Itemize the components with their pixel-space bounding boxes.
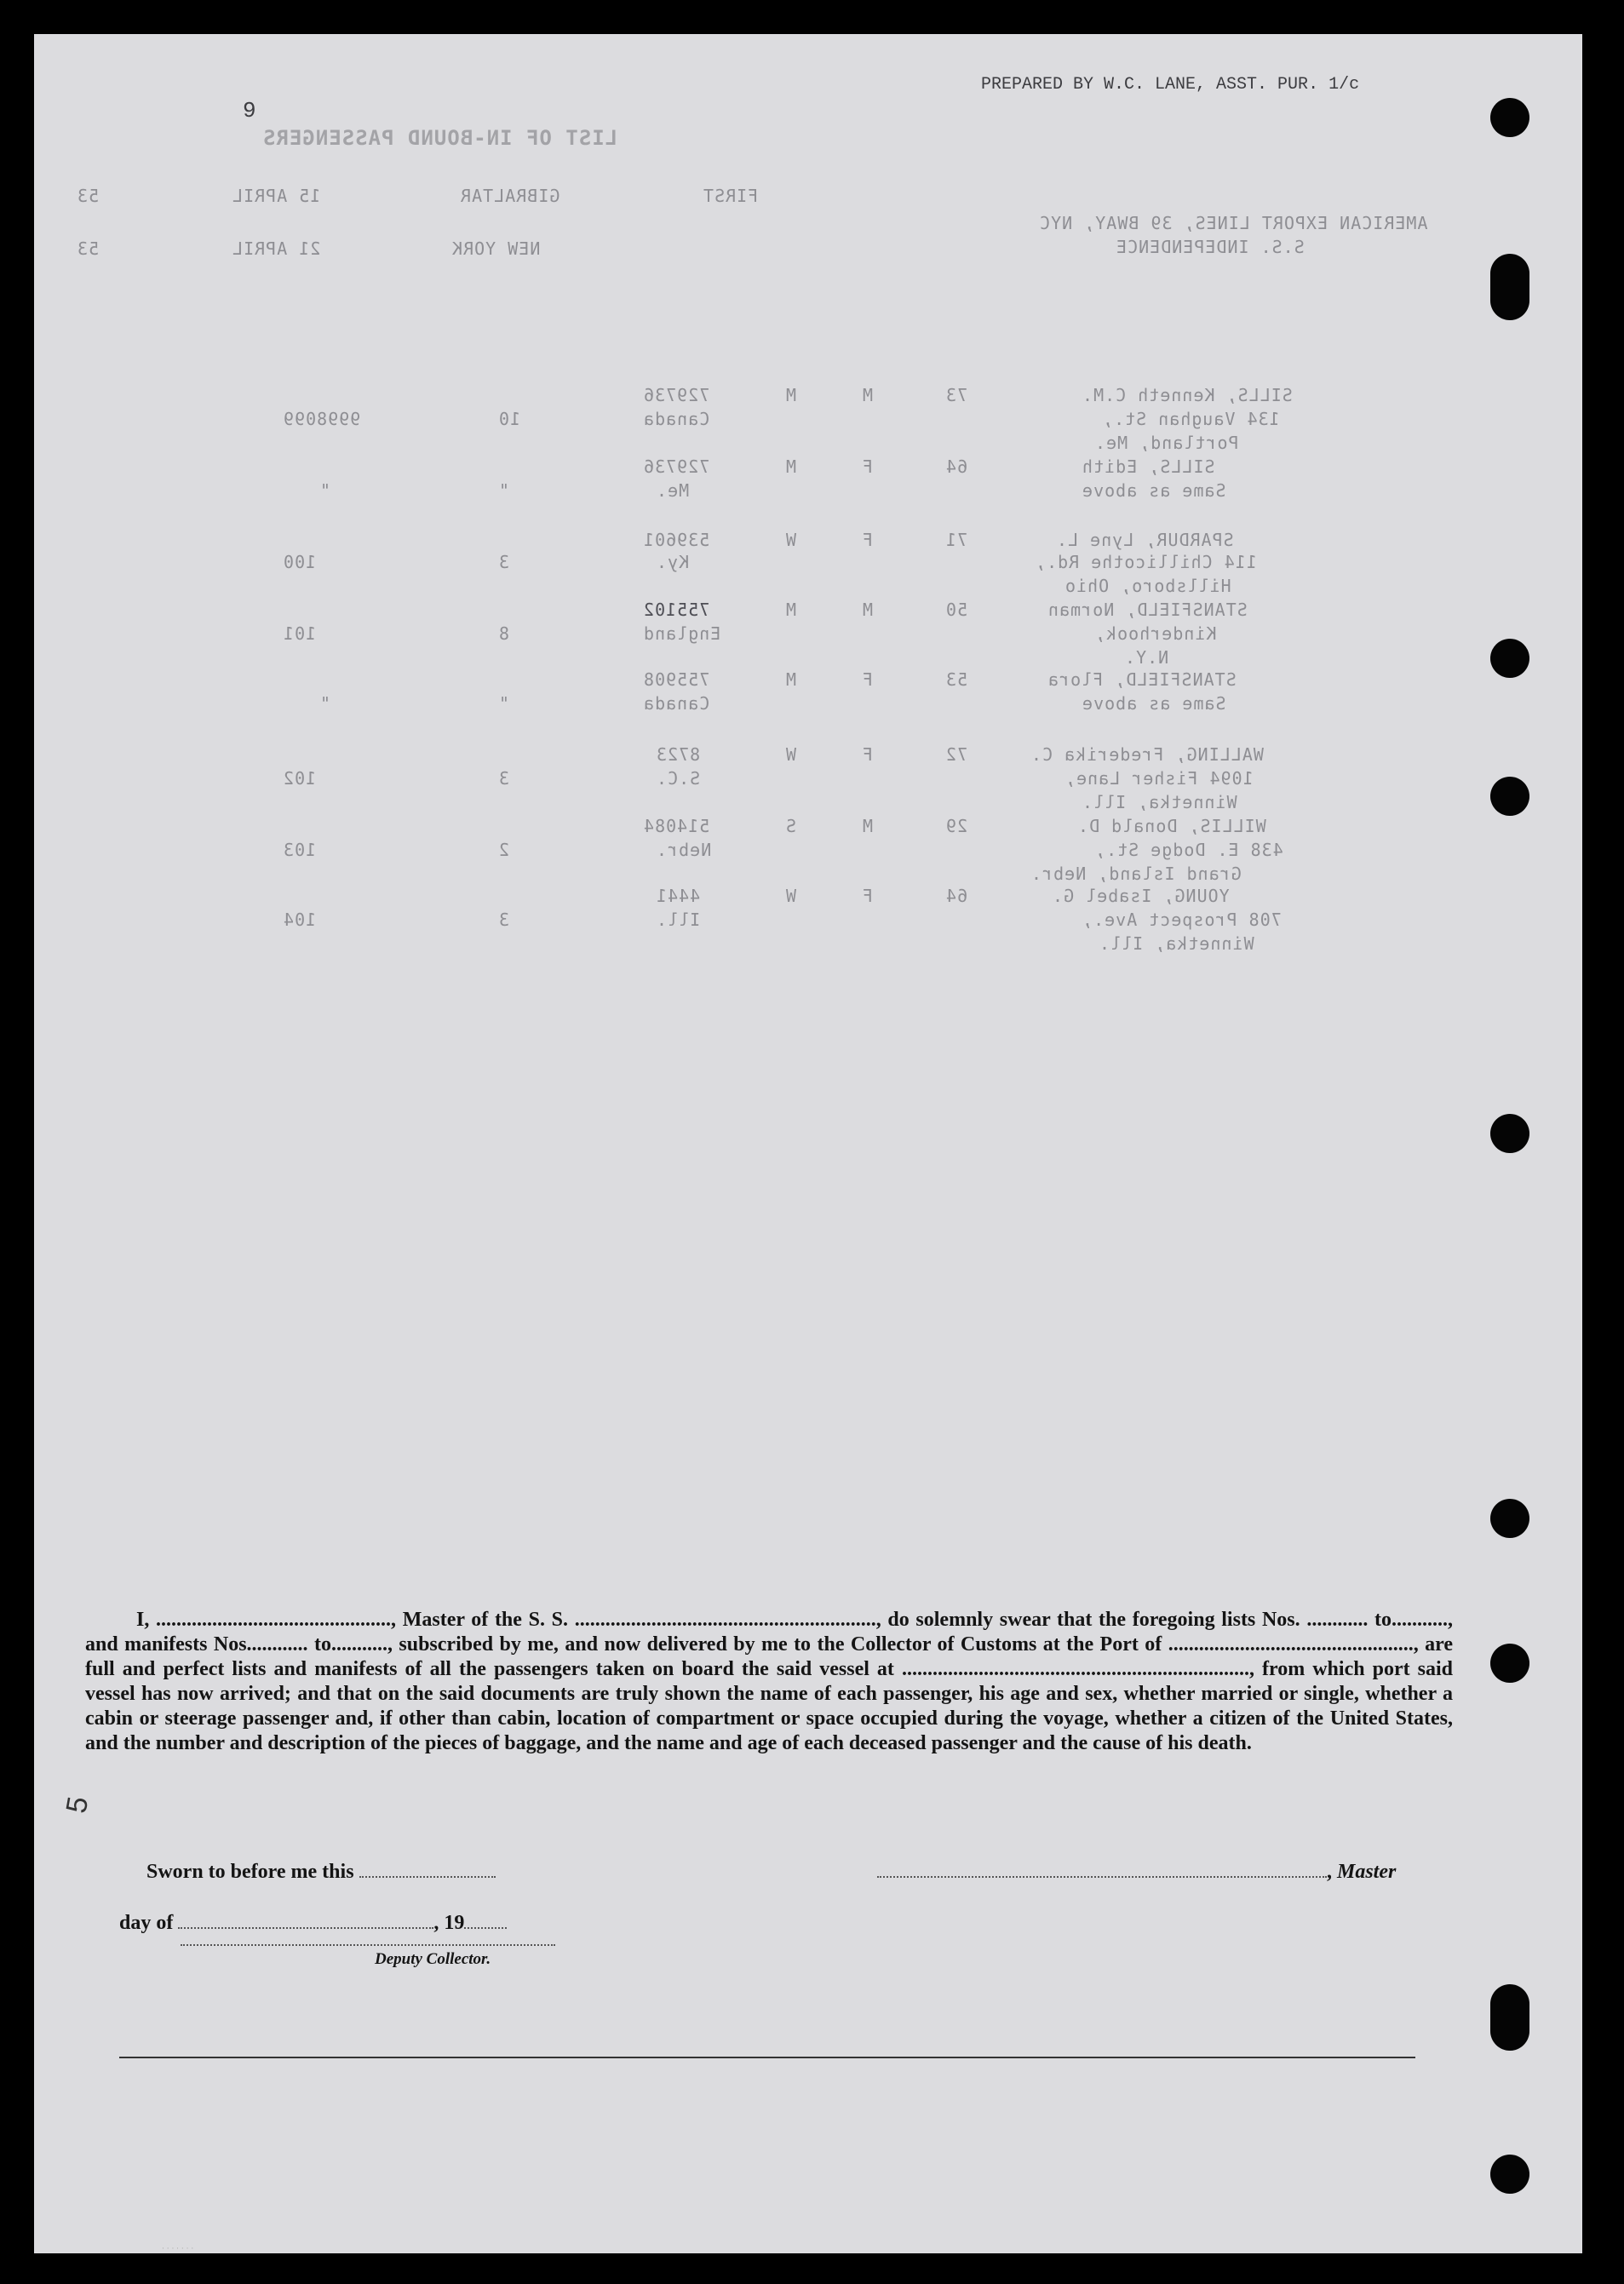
passenger-days: 3 bbox=[498, 768, 510, 789]
master-oath bbox=[85, 1608, 1453, 1756]
form-title: LIST OF IN-BOUND PASSENGERS bbox=[262, 126, 618, 150]
passenger-age: 73 bbox=[945, 385, 968, 405]
passenger-birth: Canada bbox=[643, 409, 710, 429]
manifest-sheet bbox=[34, 34, 1582, 2253]
passenger-address: 708 Prospect Ave., bbox=[1082, 910, 1282, 930]
passenger-birth: Me. bbox=[656, 480, 690, 501]
passenger-birth: England bbox=[643, 623, 721, 644]
passenger-days: " bbox=[498, 480, 510, 501]
passenger-ref: 104 bbox=[283, 910, 317, 930]
sailed-date: 15 APRIL bbox=[232, 186, 321, 206]
passenger-name: SILLS, Edith bbox=[1082, 456, 1215, 477]
passenger-days: 8 bbox=[498, 623, 510, 644]
passenger-address: Kinderhook, bbox=[1094, 623, 1217, 644]
punch-hole bbox=[1490, 2155, 1529, 2194]
year-prefix: 19 bbox=[444, 1912, 465, 1934]
punch-hole bbox=[1490, 98, 1529, 137]
passenger-address: Grand Island, Nebr. bbox=[1030, 864, 1242, 884]
passenger-citizenship: 729736 bbox=[643, 385, 710, 405]
passenger-sex: F bbox=[862, 530, 874, 550]
sailed-year: 53 bbox=[77, 186, 100, 206]
punch-hole bbox=[1490, 1499, 1529, 1538]
passenger-days: 3 bbox=[498, 910, 510, 930]
passenger-citizenship: 4441 bbox=[656, 886, 701, 906]
sworn-date-blank[interactable] bbox=[359, 1861, 496, 1878]
oath-text: I, .............................................., Master of the S. S. ..........................................................., do solemnly swear that the foregoing lists Nos. ............ to..........., and manifests Nos............ to..........., subscribed by me, and now delivered by me to the Collector of Customs at the Port of ................................................, are full and perfect lists and manifests of all the passengers taken on board the said vessel at ...................................................................., from which port said vessel has now arrived; and that on the said documents are truly shown the name of each passenger, his age and sex, whether married or single, whether a cabin or steerage passenger and, if other than cabin, location of compartment or space occupied during the voyage, whether a citizen of the United States, and the number and description of the pieces of baggage, and the name and age of each deceased passenger and the cause of his death. bbox=[85, 1609, 1453, 1754]
punch-hole bbox=[1490, 639, 1529, 678]
passenger-sex: F bbox=[862, 456, 874, 477]
passenger-citizenship: 539601 bbox=[643, 530, 710, 550]
master-signature-blank[interactable] bbox=[877, 1861, 1327, 1878]
passenger-ref: 103 bbox=[283, 840, 317, 860]
passenger-address: 438 E. Dodge St., bbox=[1094, 840, 1283, 860]
passenger-married: W bbox=[785, 744, 797, 765]
passenger-name: SPARDUR, Lyne L. bbox=[1056, 530, 1234, 550]
passenger-age: 71 bbox=[945, 530, 968, 550]
passenger-days: 2 bbox=[498, 840, 510, 860]
passenger-married: M bbox=[785, 385, 797, 405]
passenger-age: 64 bbox=[945, 456, 968, 477]
from-port: GIBRALTAR bbox=[460, 186, 560, 206]
passenger-birth: Ky. bbox=[656, 552, 690, 572]
deputy-signature-blank[interactable] bbox=[181, 1944, 555, 1946]
passenger-sex: F bbox=[862, 886, 874, 906]
punch-hole bbox=[1490, 1644, 1529, 1683]
passenger-birth: S.C. bbox=[656, 768, 701, 789]
passenger-sex: F bbox=[862, 744, 874, 765]
sworn-label: Sworn to before me this bbox=[146, 1861, 354, 1883]
passenger-married: S bbox=[785, 816, 797, 836]
passenger-address: Hillsboro, Ohio bbox=[1064, 576, 1231, 596]
passenger-age: 29 bbox=[945, 816, 968, 836]
master-signature-line: , Master bbox=[877, 1861, 1396, 1884]
prepared-by: PREPARED BY W.C. LANE, ASST. PUR. 1/c bbox=[981, 75, 1360, 95]
passenger-birth: Canada bbox=[643, 693, 710, 714]
passenger-citizenship: 8723 bbox=[656, 744, 701, 765]
punch-hole bbox=[1490, 1114, 1529, 1153]
arrival-year: 53 bbox=[77, 238, 100, 259]
passenger-married: M bbox=[785, 669, 797, 690]
passenger-married: W bbox=[785, 530, 797, 550]
passenger-name: STANSFIELD, Flora bbox=[1047, 669, 1237, 690]
passenger-ref: " bbox=[319, 480, 331, 501]
punch-hole bbox=[1490, 777, 1529, 816]
passenger-days: 3 bbox=[498, 552, 510, 572]
passenger-days: 10 bbox=[498, 409, 521, 429]
passenger-ref: 100 bbox=[283, 552, 317, 572]
passenger-ref: 102 bbox=[283, 768, 317, 789]
margin-mark: 5 bbox=[60, 1793, 95, 1816]
passenger-address: Winnetka, Ill. bbox=[1082, 792, 1237, 812]
passenger-sex: M bbox=[862, 385, 874, 405]
day-of-blank[interactable] bbox=[178, 1912, 433, 1929]
passenger-address: Winnetka, Ill. bbox=[1099, 933, 1254, 954]
footer-print: · · · · · · · bbox=[162, 2245, 194, 2253]
arrival-date: 21 APRIL bbox=[232, 238, 321, 259]
passenger-ref: 101 bbox=[283, 623, 317, 644]
punch-hole bbox=[1490, 254, 1529, 320]
passenger-address: Same as above bbox=[1082, 480, 1226, 501]
passenger-citizenship: 729736 bbox=[643, 456, 710, 477]
vessel-name: S.S. INDEPENDENCE bbox=[1116, 237, 1305, 257]
passenger-days: " bbox=[498, 693, 510, 714]
passenger-married: M bbox=[785, 456, 797, 477]
punch-hole bbox=[1490, 1984, 1529, 2051]
year-blank[interactable] bbox=[464, 1912, 507, 1929]
page-number: 9 bbox=[243, 98, 256, 123]
day-of-label: day of bbox=[119, 1912, 174, 1934]
passenger-married: M bbox=[785, 600, 797, 620]
passenger-age: 50 bbox=[945, 600, 968, 620]
passenger-address: Same as above bbox=[1082, 693, 1226, 714]
passenger-citizenship: 755102 bbox=[643, 600, 710, 620]
passenger-address: 114 Chillicothe Rd., bbox=[1035, 552, 1257, 572]
passenger-ref: 9998099 bbox=[283, 409, 361, 429]
passenger-citizenship: 514084 bbox=[643, 816, 710, 836]
passenger-address: N.Y. bbox=[1124, 647, 1169, 668]
passenger-age: 64 bbox=[945, 886, 968, 906]
day-of-line: day of , 19 bbox=[119, 1912, 507, 1935]
passenger-name: WALLING, Frederika C. bbox=[1030, 744, 1264, 765]
sworn-line bbox=[146, 1861, 496, 1884]
line-address: AMERICAN EXPORT LINES, 39 BWAY, NYC bbox=[1039, 213, 1428, 233]
passenger-address: 1094 Fisher Lane, bbox=[1064, 768, 1254, 789]
arrival-port: NEW YORK bbox=[451, 238, 541, 259]
passenger-sex: M bbox=[862, 816, 874, 836]
passenger-name: YOUNG, Isabel G. bbox=[1052, 886, 1230, 906]
passenger-age: 53 bbox=[945, 669, 968, 690]
class: FIRST bbox=[703, 186, 759, 206]
passenger-sex: M bbox=[862, 600, 874, 620]
passenger-name: STANSFIELD, Norman bbox=[1047, 600, 1248, 620]
deputy-collector-label: Deputy Collector. bbox=[375, 1950, 491, 1968]
bottom-rule bbox=[119, 2057, 1415, 2058]
passenger-ref: " bbox=[319, 693, 331, 714]
passenger-birth: Ill. bbox=[656, 910, 701, 930]
passenger-birth: Nebr. bbox=[656, 840, 712, 860]
passenger-citizenship: 755908 bbox=[643, 669, 710, 690]
passenger-address: Portland, Me. bbox=[1094, 433, 1239, 453]
passenger-name: WILLIS, Donald D. bbox=[1077, 816, 1266, 836]
passenger-age: 72 bbox=[945, 744, 968, 765]
master-label: Master bbox=[1337, 1861, 1397, 1883]
passenger-name: SILLS, Kenneth C.M. bbox=[1082, 385, 1293, 405]
passenger-address: 134 Vaughan St., bbox=[1102, 409, 1280, 429]
passenger-sex: F bbox=[862, 669, 874, 690]
passenger-married: W bbox=[785, 886, 797, 906]
